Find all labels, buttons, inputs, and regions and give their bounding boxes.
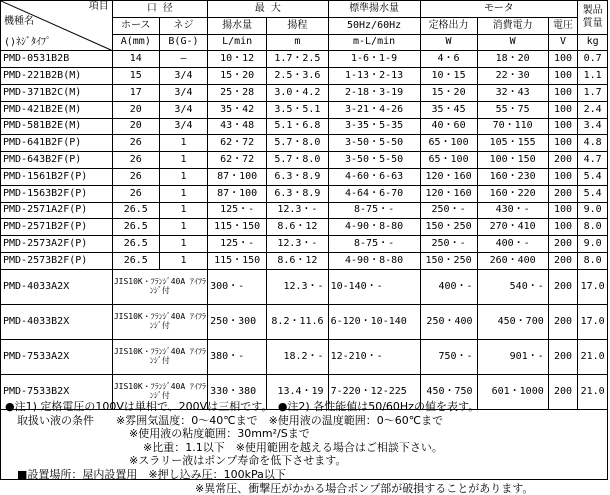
cell-power: 105・155 [477,135,548,152]
cell-connection: JIS10K・ﾌﾗﾝｼﾞ40A ｱｲﾌﾗﾝｼﾞ付 [112,339,207,374]
cell-model: PMD-2573B2F(P) [1,252,113,269]
cell-power: 55・75 [477,101,548,118]
header-max: 最 大 [208,1,329,18]
unit-std: m-L/min [328,34,420,51]
cell-head: 3.5・5.1 [267,101,328,118]
cell-head: 18.2・- [267,339,328,374]
cell-voltage: 100 [548,51,578,68]
cell-head: 6.3・8.9 [267,168,328,185]
cell-power: 540・- [477,269,548,304]
cell-head: 8.6・12 [267,219,328,236]
cell-mass: 0.7 [578,51,608,68]
cell-hose: 20 [112,118,159,135]
cell-rated: 120・160 [420,168,477,185]
cell-power: 22・30 [477,68,548,85]
cell-power: 450・700 [477,304,548,339]
header-model: 機種名 [4,16,34,27]
cell-power: 32・43 [477,84,548,101]
cell-power: 18・20 [477,51,548,68]
table-row [1,135,608,152]
cell-standard: 7-220・12-225 [328,374,420,409]
cell-power: 901・- [477,339,548,374]
cell-head: 13.4・19 [267,374,328,409]
cell-head: 1.7・2.5 [267,51,328,68]
cell-model: PMD-7533B2X [1,374,113,409]
cell-rated: 10・15 [420,68,477,85]
cell-flow: 115・150 [208,219,267,236]
cell-screw: 1 [159,152,207,169]
cell-screw: 3/4 [159,84,207,101]
cell-flow: 10・12 [208,51,267,68]
cell-mass: 8.0 [578,219,608,236]
cell-model: PMD-421B2E(M) [1,101,113,118]
header-voltage: 電圧 [548,17,578,34]
cell-flow: 43・48 [208,118,267,135]
cell-voltage: 200 [548,236,578,253]
cell-rated: 750・- [420,339,477,374]
cell-standard: 4-64・6-70 [328,185,420,202]
cell-standard: 3-50・5-50 [328,152,420,169]
cell-voltage: 200 [548,339,578,374]
cell-flow: 125・- [208,202,267,219]
cell-voltage: 100 [548,202,578,219]
cell-screw: — [159,51,207,68]
cell-hose: 26.5 [112,219,159,236]
cell-model: PMD-4033B2X [1,304,113,339]
cell-voltage: 200 [548,304,578,339]
header-model-sub: ()ﾈｼﾞﾀｲﾌﾟ [4,37,52,49]
table-row [1,84,608,101]
cell-head: 5.7・8.0 [267,135,328,152]
table-row [1,219,608,236]
table-row [1,185,608,202]
cell-screw: 1 [159,168,207,185]
table-row [1,101,608,118]
table-row [1,252,608,269]
cell-standard: 3-21・4-26 [328,101,420,118]
cell-flow: 62・72 [208,152,267,169]
header-head: 揚程 [267,17,328,34]
cell-voltage: 100 [548,84,578,101]
cell-voltage: 100 [548,101,578,118]
cell-model: PMD-643B2F(P) [1,152,113,169]
header-freq: 50Hz/60Hz [328,17,420,34]
cell-power: 160・230 [477,168,548,185]
cell-mass: 17.0 [578,304,608,339]
note-line: ※スラリー液はポンプ寿命を低下させます。 [129,454,347,468]
note-line: 取扱い液の条件 ※雰囲気温度：0～40℃まで ※使用液の温度範囲：0～60℃まで [17,413,444,427]
cell-rated: 65・100 [420,152,477,169]
header-rated: 定格出力 [420,17,477,34]
cell-standard: 4-60・6-63 [328,168,420,185]
cell-flow: 300・- [208,269,267,304]
cell-mass: 1.1 [578,68,608,85]
table-row [1,339,608,374]
note-line: ■設置場所：屋内設置用 ※押し込み圧：100kPa以下 [17,467,286,481]
table-row [1,202,608,219]
table-row [1,118,608,135]
table-row [1,269,608,304]
cell-head: 5.1・6.8 [267,118,328,135]
cell-screw: 3/4 [159,118,207,135]
unit-voltage: V [548,34,578,51]
cell-rated: 40・60 [420,118,477,135]
cell-model: PMD-1563B2F(P) [1,185,113,202]
cell-screw: 1 [159,252,207,269]
header-diagonal-cell [1,1,113,51]
cell-voltage: 100 [548,118,578,135]
cell-mass: 4.7 [578,152,608,169]
cell-mass: 4.8 [578,135,608,152]
cell-head: 5.7・8.0 [267,152,328,169]
cell-flow: 15・20 [208,68,267,85]
cell-connection: JIS10K・ﾌﾗﾝｼﾞ40A ｱｲﾌﾗﾝｼﾞ付 [112,304,207,339]
cell-screw: 1 [159,236,207,253]
cell-standard: 2-18・3-19 [328,84,420,101]
note-line: ※比重：1.1以下 ※使用範囲を越える場合はご相談下さい。 [143,440,443,454]
cell-voltage: 200 [548,374,578,409]
cell-standard: 4-90・8-80 [328,219,420,236]
cell-mass: 3.4 [578,118,608,135]
cell-connection: JIS10K・ﾌﾗﾝｼﾞ40A ｱｲﾌﾗﾝｼﾞ付 [112,269,207,304]
cell-hose: 26 [112,152,159,169]
cell-rated: 250・- [420,236,477,253]
cell-mass: 8.0 [578,252,608,269]
cell-power: 260・400 [477,252,548,269]
cell-rated: 150・250 [420,219,477,236]
cell-head: 12.3・- [267,202,328,219]
cell-mass: 5.4 [578,168,608,185]
cell-rated: 120・160 [420,185,477,202]
cell-rated: 250・400 [420,304,477,339]
cell-hose: 26 [112,185,159,202]
cell-model: PMD-221B2B(M) [1,68,113,85]
cell-flow: 250・300 [208,304,267,339]
table-row [1,68,608,85]
cell-flow: 87・100 [208,168,267,185]
header-item: 項目 [88,1,109,12]
cell-hose: 20 [112,101,159,118]
table-row [1,236,608,253]
cell-model: PMD-4033A2X [1,269,113,304]
notes-section [0,399,608,495]
cell-standard: 12-210・- [328,339,420,374]
note-line: ※異常圧、衝撃圧がかかる場合ポンプ部が破損することがあります。 [195,481,534,495]
unit-screw: B(G-) [159,34,207,51]
cell-voltage: 100 [548,168,578,185]
cell-hose: 26.5 [112,236,159,253]
cell-screw: 3/4 [159,101,207,118]
cell-power: 430・- [477,202,548,219]
cell-screw: 1 [159,135,207,152]
cell-power: 100・150 [477,152,548,169]
cell-standard: 4-90・8-80 [328,252,420,269]
cell-rated: 35・45 [420,101,477,118]
cell-rated: 400・- [420,269,477,304]
header-flow: 揚水量 [208,17,267,34]
unit-power: W [477,34,548,51]
cell-voltage: 200 [548,185,578,202]
cell-flow: 115・150 [208,252,267,269]
cell-hose: 26.5 [112,202,159,219]
cell-head: 3.0・4.2 [267,84,328,101]
cell-screw: 3/4 [159,68,207,85]
table-row [1,168,608,185]
cell-head: 8.2・11.6 [267,304,328,339]
note-line: ●注1) 定格電圧の100Vは単相で、200Vは三相です。 ●注2) 各性能値は50/60Hzの値を表す。 [5,400,480,413]
cell-power: 160・220 [477,185,548,202]
cell-standard: 10-140・- [328,269,420,304]
cell-screw: 1 [159,202,207,219]
header-motor: モータ [420,1,578,18]
cell-standard: 6-120・10-140 [328,304,420,339]
cell-mass: 9.0 [578,236,608,253]
note-line: ※使用液の粘度範囲：30mm²/Sまで [129,427,310,441]
cell-power: 400・- [477,236,548,253]
cell-voltage: 200 [548,152,578,169]
cell-model: PMD-1561B2F(P) [1,168,113,185]
cell-rated: 65・100 [420,135,477,152]
table-row [1,51,608,68]
cell-screw: 1 [159,185,207,202]
cell-flow: 87・100 [208,185,267,202]
cell-standard: 8-75・- [328,202,420,219]
cell-screw: 1 [159,219,207,236]
cell-standard: 3-50・5-50 [328,135,420,152]
cell-hose: 26.5 [112,252,159,269]
unit-rated: W [420,34,477,51]
cell-hose: 15 [112,68,159,85]
cell-flow: 35・42 [208,101,267,118]
cell-mass: 5.4 [578,185,608,202]
header-product-label: 製品 [582,5,603,17]
cell-head: 12.3・- [267,236,328,253]
cell-standard: 3-35・5-35 [328,118,420,135]
cell-hose: 26 [112,168,159,185]
cell-head: 12.3・- [267,269,328,304]
cell-model: PMD-2571B2F(P) [1,219,113,236]
cell-mass: 2.4 [578,101,608,118]
header-hose: ホース [112,17,159,34]
cell-model: PMD-581B2E(M) [1,118,113,135]
cell-mass: 1.7 [578,84,608,101]
cell-voltage: 100 [548,219,578,236]
unit-mass: kg [578,34,608,51]
cell-voltage: 200 [548,252,578,269]
unit-head: m [267,34,328,51]
cell-mass: 17.0 [578,269,608,304]
header-product-sub: 質量 [582,18,603,30]
header-product [578,1,608,35]
cell-voltage: 100 [548,68,578,85]
cell-flow: 25・28 [208,84,267,101]
cell-model: PMD-2573A2F(P) [1,236,113,253]
cell-flow: 330・380 [208,374,267,409]
cell-head: 2.5・3.6 [267,68,328,85]
unit-hose: A(mm) [112,34,159,51]
cell-flow: 125・- [208,236,267,253]
cell-head: 8.6・12 [267,252,328,269]
cell-mass: 21.0 [578,374,608,409]
cell-voltage: 100 [548,135,578,152]
header-screw: ネジ [159,17,207,34]
cell-rated: 4・6 [420,51,477,68]
cell-model: PMD-0531B2B [1,51,113,68]
header-bore: 口 径 [112,1,207,18]
cell-hose: 17 [112,84,159,101]
cell-model: PMD-7533A2X [1,339,113,374]
header-standard: 標準揚水量 [328,1,420,18]
cell-voltage: 200 [548,269,578,304]
cell-hose: 14 [112,51,159,68]
cell-flow: 380・- [208,339,267,374]
cell-power: 70・110 [477,118,548,135]
cell-standard: 1-13・2-13 [328,68,420,85]
header-power: 消費電力 [477,17,548,34]
cell-power: 270・410 [477,219,548,236]
table-row [1,152,608,169]
cell-standard: 1-6・1-9 [328,51,420,68]
cell-rated: 150・250 [420,252,477,269]
cell-power: 601・1000 [477,374,548,409]
cell-model: PMD-2571A2F(P) [1,202,113,219]
unit-flow: L/min [208,34,267,51]
cell-flow: 62・72 [208,135,267,152]
table-row [1,304,608,339]
cell-standard: 8-75・- [328,236,420,253]
cell-model: PMD-641B2F(P) [1,135,113,152]
cell-mass: 9.0 [578,202,608,219]
cell-rated: 15・20 [420,84,477,101]
cell-mass: 21.0 [578,339,608,374]
cell-head: 6.3・8.9 [267,185,328,202]
cell-hose: 26 [112,135,159,152]
cell-model: PMD-371B2C(M) [1,84,113,101]
cell-rated: 450・750 [420,374,477,409]
cell-connection: JIS10K・ﾌﾗﾝｼﾞ40A ｱｲﾌﾗﾝｼﾞ付 [112,374,207,409]
cell-rated: 250・- [420,202,477,219]
